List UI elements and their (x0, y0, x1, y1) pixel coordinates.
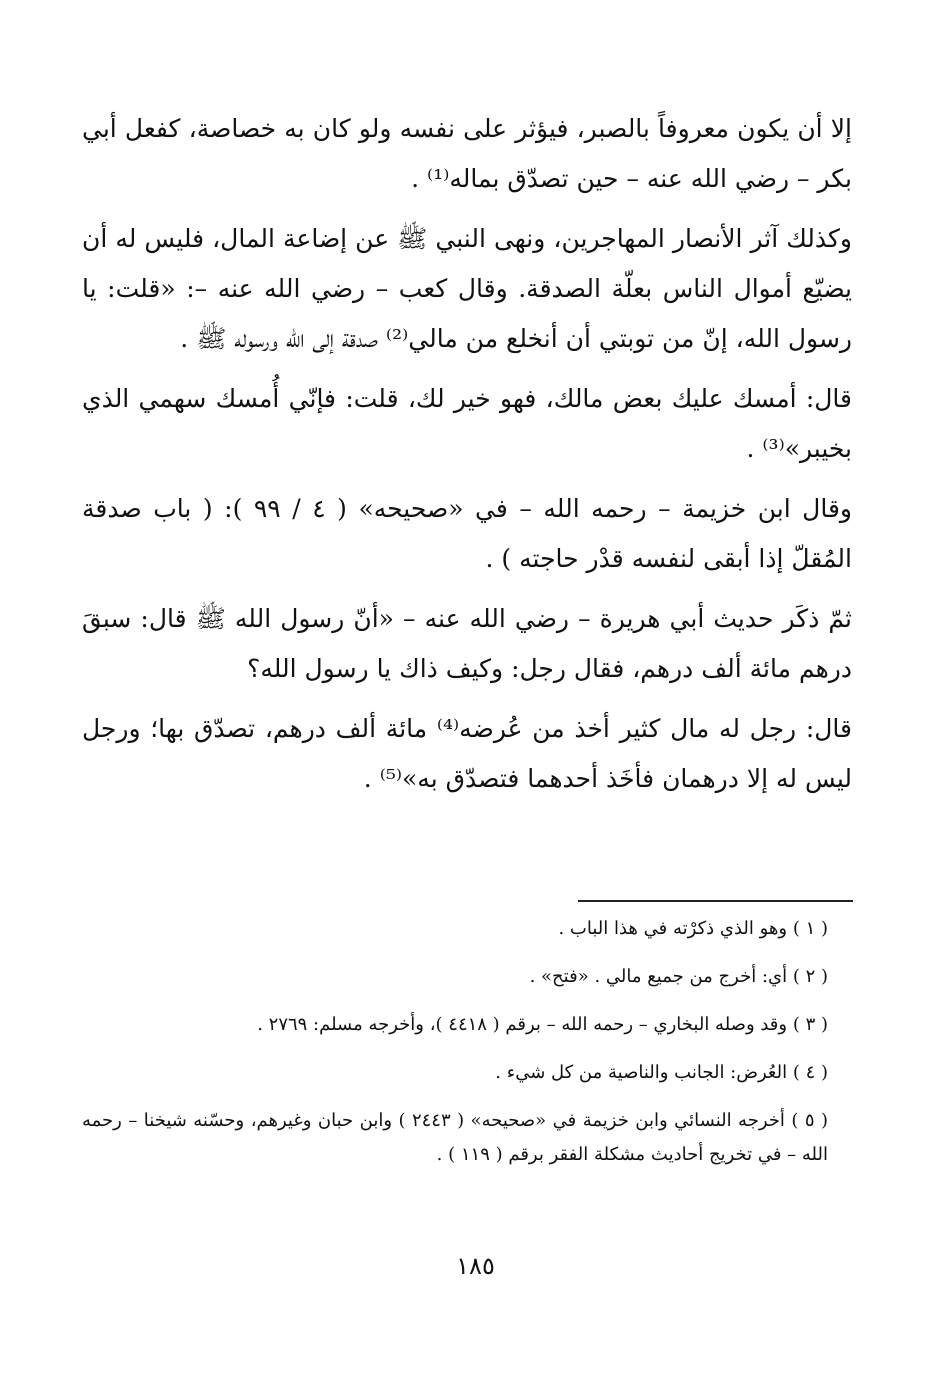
paragraph-4: وقال ابن خزيمة – رحمه الله – في «صحيحه» ( ٤ / ٩٩ ): ( باب صدقة المُقلّ إذا أبقى لنفسه قدْر حاجته ) . (82, 494, 852, 573)
paragraph-2: وكذلك آثر الأنصار المهاجرين، ونهى النبي ﷺ عن إضاعة المال، فليس له أن يضيّع أموال الناس بعلّة الصدقة. وقال كعب – رضي الله عنه –: «قلت: يا رسول الله، إنّ من توبتي أن أنخلع من مالي⁽²⁾ صدقة إلى الله ورسوله ﷺ . (82, 224, 852, 353)
footnote-3: ( ٣ ) وقد وصله البخاري – رحمه الله – برقم ( ٤٤١٨ )، وأخرجه مسلم: ٢٧٦٩ . (257, 1014, 828, 1035)
paragraph-6: قال: رجل له مال كثير أخذ من عُرضه⁽⁴⁾ مائة ألف درهم، تصدّق بها؛ ورجل ليس له إلا درهمان فأخَذ أحدهما فتصدّق به»⁽⁵⁾ . (82, 714, 852, 793)
footnote-divider (578, 900, 853, 902)
footnote-2: ( ٢ ) أي: أخرج من جميع مالي . «فتح» . (529, 966, 828, 987)
footnotes (82, 912, 828, 1186)
footnote-5: ( ٥ ) أخرجه النسائي وابن خزيمة في «صحيحه» ( ٢٤٤٣ ) وابن حبان وغيرهم، وحسّنه شيخنا – رحمه الله – في تخريج أحاديث مشكلة الفقر برقم ( ١١٩ ) . (82, 1110, 828, 1165)
footnote-1: ( ١ ) وهو الذي ذكرْته في هذا الباب . (558, 918, 828, 939)
paragraph-1: إلا أن يكون معروفاً بالصبر، فيؤثر على نفسه ولو كان به خصاصة، كفعل أبي بكر – رضي الله عنه – حين تصدّق بماله⁽¹⁾ . (82, 114, 852, 193)
paragraph-5: ثمّ ذكَر حديث أبي هريرة – رضي الله عنه – «أنّ رسول الله ﷺ قال: سبقَ درهم مائة ألف درهم، فقال رجل: وكيف ذاك يا رسول الله؟ (82, 604, 852, 683)
paragraph-3: قال: أمسك عليك بعض مالك، فهو خير لك، قلت: فإنّي أُمسك سهمي الذي بخيبر»⁽³⁾ . (82, 384, 852, 463)
footnote-4: ( ٤ ) العُرض: الجانب والناصية من كل شيء . (495, 1062, 828, 1083)
page-number: ١٨٥ (456, 1252, 495, 1280)
main-text (82, 104, 852, 814)
